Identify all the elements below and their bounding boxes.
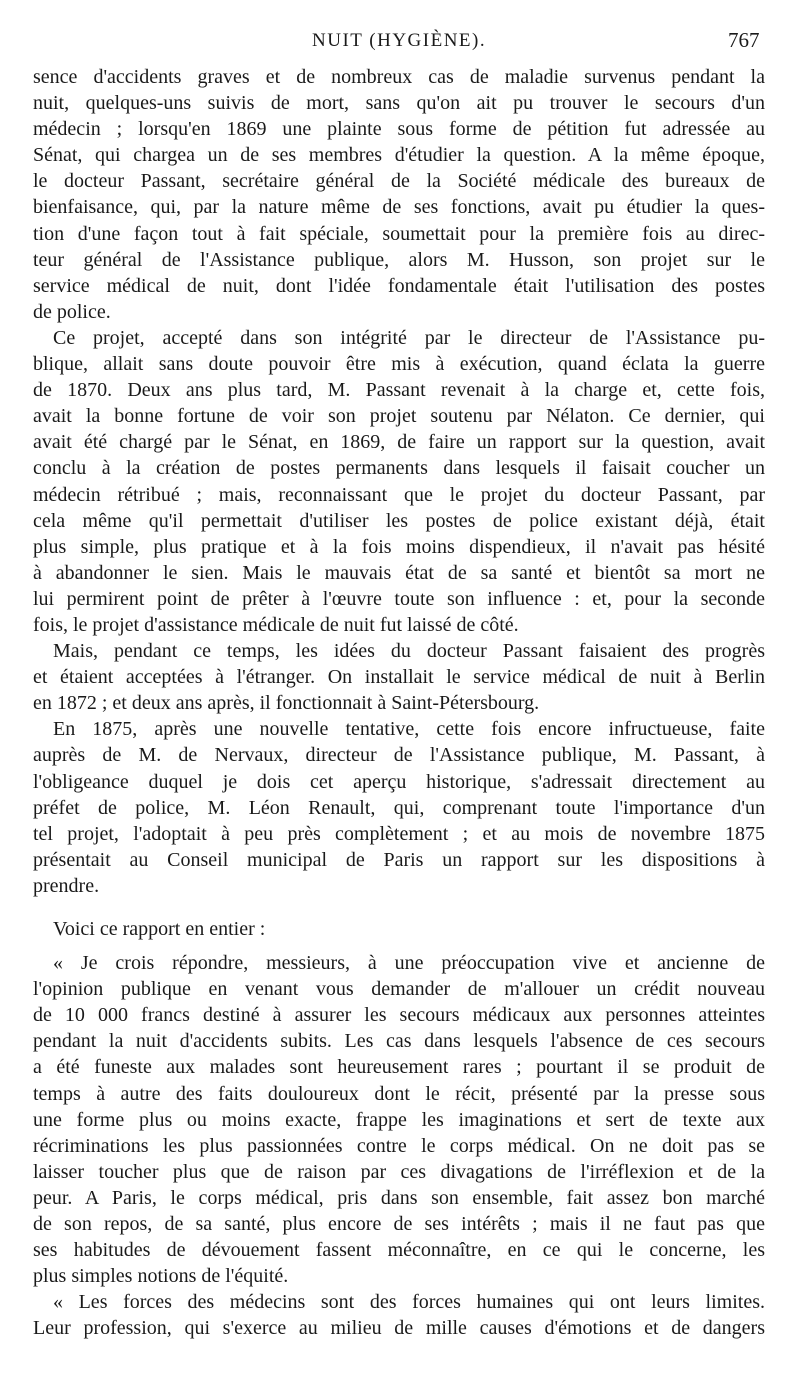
text-line: prendre. [33, 874, 100, 897]
paragraph [33, 916, 765, 942]
text-line: temps à autre des faits douloureux dont le récit, présenté par la presse sous [33, 1082, 765, 1105]
paragraph [33, 716, 765, 899]
text-line: une forme plus ou moins exacte, frappe les imaginations et sert de texte aux [33, 1108, 765, 1131]
text-line: lui permirent point de prêter à l'œuvre toute son influence : et, pour la seconde [33, 587, 765, 610]
running-title: NUIT (HYGIÈNE). [312, 30, 487, 51]
text-line: a été funeste aux malades sont heureusement rares ; pourtant il se produit de [33, 1056, 765, 1079]
text-line: tel projet, l'adoptait à peu près complètement ; et au mois de novembre 1875 [33, 822, 765, 845]
text-line: peur. A Paris, le corps médical, pris dans son ensemble, fait assez bon marché [33, 1186, 765, 1209]
text-line: le docteur Passant, secrétaire général de la Société médicale des bureaux de [33, 170, 765, 193]
text-line: de 1870. Deux ans plus tard, M. Passant revenait à la charge et, cette fois, [33, 379, 765, 402]
paragraph [33, 638, 765, 716]
text-line: médecin ; lorsqu'en 1869 une plainte sous forme de pétition fut adressée au [33, 118, 765, 141]
page-header [0, 28, 800, 58]
text-line: fois, le projet d'assistance médicale de nuit fut laissé de côté. [33, 613, 519, 636]
paragraph [33, 950, 765, 1289]
paragraph [33, 64, 765, 325]
text-line: médecin rétribué ; mais, reconnaissant que le projet du docteur Passant, par [33, 483, 765, 506]
text-line: « Les forces des médecins sont des forces humaines qui ont leurs limites. [53, 1291, 765, 1314]
text-line: présentait au Conseil municipal de Paris un rapport sur les dispositions à [33, 848, 765, 871]
text-line: plus simple, plus pratique et à la fois moins dispendieux, il n'avait pas hésité [33, 535, 765, 558]
text-line: cela même qu'il permettait d'utiliser les postes de police existant déjà, était [33, 509, 765, 532]
text-line: Voici ce rapport en entier : [53, 918, 266, 940]
text-line: avait été chargé par le Sénat, en 1869, de faire un rapport sur la question, avait [33, 431, 765, 454]
text-line: de 10 000 francs destiné à assurer les secours médicaux aux personnes atteintes [33, 1004, 765, 1027]
text-line: l'obligeance duquel je dois cet aperçu historique, s'adressait directement au [33, 770, 765, 793]
text-line: avait la bonne fortune de voir son projet soutenu par Nélaton. Ce dernier, qui [33, 405, 765, 428]
text-line: « Je crois répondre, messieurs, à une préoccupation vive et ancienne de [53, 952, 765, 975]
text-line: en 1872 ; et deux ans après, il fonctionnait à Saint-Pétersbourg. [33, 692, 540, 715]
text-line: laisser toucher plus que de raison par ces divagations de l'irréflexion et de la [33, 1160, 765, 1183]
text-line: et étaient acceptées à l'étranger. On installait le service médical de nuit à Berlin [33, 666, 765, 689]
text-line: En 1875, après une nouvelle tentative, cette fois encore infructueuse, faite [53, 718, 765, 741]
text-line: ses habitudes de dévouement fassent méconnaître, en ce qui le concerne, les [33, 1239, 765, 1262]
text-line: sence d'accidents graves et de nombreux cas de maladie survenus pendant la [33, 66, 765, 88]
text-line: nuit, quelques-uns suivis de mort, sans qu'on ait pu trouver le secours d'un [33, 92, 765, 115]
text-line: l'opinion publique en venant vous demander de m'allouer un crédit nouveau [33, 978, 765, 1001]
text-line: Mais, pendant ce temps, les idées du docteur Passant faisaient des progrès [53, 640, 765, 663]
spacer [33, 899, 765, 916]
text-line: plus simples notions de l'équité. [33, 1265, 289, 1288]
text-line: service médical de nuit, dont l'idée fondamentale était l'utilisation des postes [33, 274, 765, 297]
text-line: auprès de M. de Nervaux, directeur de l'Assistance publique, M. Passant, à [33, 744, 765, 767]
text-line: Sénat, qui chargea un de ses membres d'étudier la question. A la même époque, [33, 144, 765, 167]
text-line: blique, allait sans doute pouvoir être mis à exécution, quand éclata la guerre [33, 353, 765, 376]
text-line: Ce projet, accepté dans son intégrité par le directeur de l'Assistance pu- [53, 326, 765, 349]
page-body [33, 64, 765, 1342]
text-line: de son repos, de sa santé, plus encore de ses intérêts ; mais il ne faut pas que [33, 1213, 765, 1236]
spacer [33, 942, 765, 950]
text-line: teur général de l'Assistance publique, alors M. Husson, son projet sur le [33, 248, 765, 271]
text-line: de police. [33, 300, 111, 323]
text-line: bienfaisance, qui, par la nature même de ses fonctions, avait pu étudier la ques- [33, 196, 765, 219]
page-number: 767 [728, 28, 760, 52]
paragraph [33, 325, 765, 638]
text-line: conclu à la création de postes permanents dans lesquels il faisait coucher un [33, 457, 765, 480]
text-line: préfet de police, M. Léon Renault, qui, comprenant toute l'importance d'un [33, 796, 765, 819]
text-line: récriminations les plus passionnées contre le corps médical. On ne doit pas se [33, 1134, 765, 1157]
text-line: pendant la nuit d'accidents subits. Les cas dans lesquels l'absence de ces secours [33, 1030, 765, 1053]
text-line: à abandonner le sien. Mais le mauvais état de sa santé et bientôt sa mort ne [33, 561, 765, 584]
paragraph [33, 1289, 765, 1341]
text-line: Leur profession, qui s'exerce au milieu de mille causes d'émotions et de dangers [33, 1317, 765, 1340]
text-line: tion d'une façon tout à fait spéciale, soumettait pour la première fois au direc- [33, 222, 765, 245]
